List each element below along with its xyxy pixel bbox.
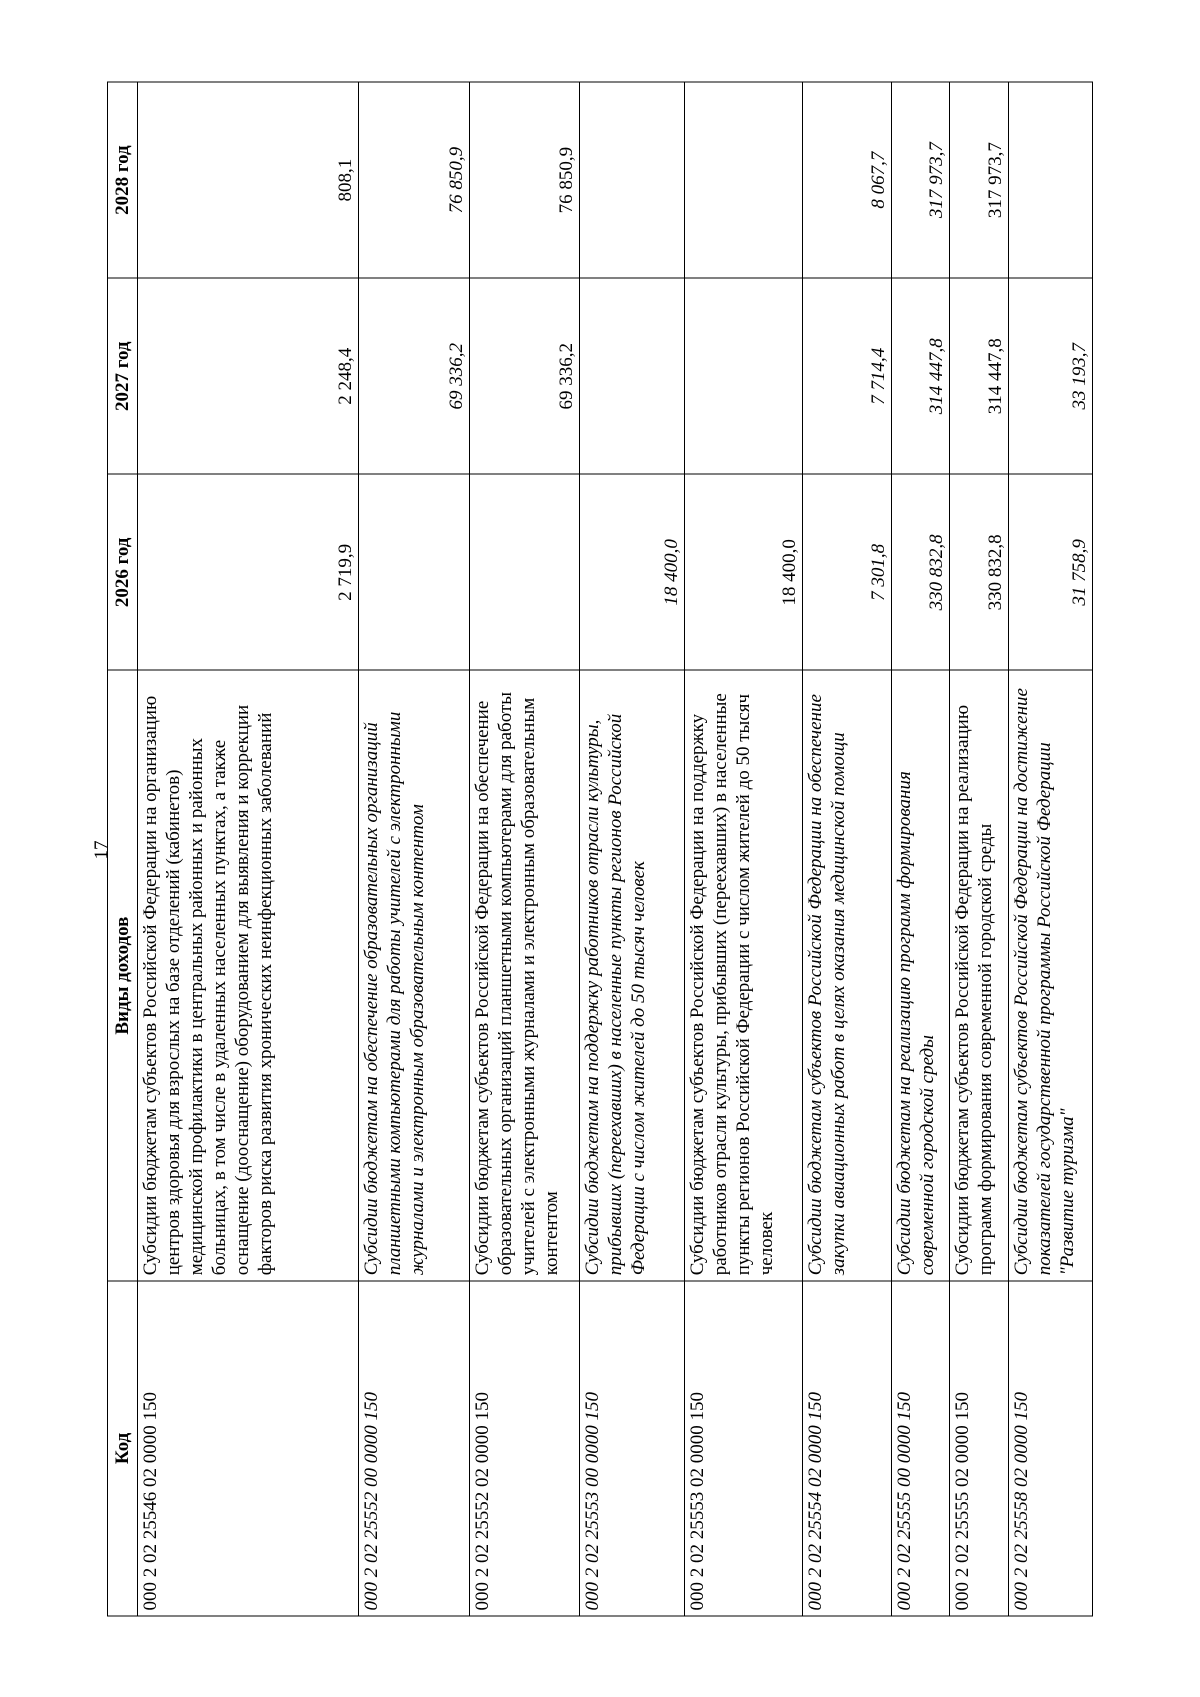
table-row: [138, 82, 359, 1616]
row-code: 000 2 02 25546 02 0000 150: [138, 1280, 359, 1615]
row-description: Субсидии бюджетам субъектов Российской Федерации на поддержку работников отрасли культуры, прибывших (переехавших) в населенные пункты регионов Российской Федерации с числом жителей до 50 тысяч человек: [685, 670, 803, 1280]
row-value-2026: 330 832,8: [950, 474, 1009, 670]
row-value-2026: 2 719,9: [138, 474, 359, 670]
row-description: Субсидии бюджетам субъектов Российской Федерации на обеспечение образовательных организаций планшетными компьютерами для работы учителей с электронными журналами и электронным образовательным контентом: [469, 670, 580, 1280]
row-description: Субсидии бюджетам на обеспечение образовательных организаций планшетными компьютерами для работы учителей с электронными журналами и электронным образовательным контентом: [359, 670, 470, 1280]
row-code: 000 2 02 25553 02 0000 150: [685, 1280, 803, 1615]
table-row: [469, 82, 580, 1616]
header-description: Виды доходов: [108, 670, 138, 1280]
row-value-2028: 808,1: [138, 82, 359, 278]
table-row: [891, 82, 950, 1616]
table-row: [359, 82, 470, 1616]
row-value-2027: 314 447,8: [950, 278, 1009, 474]
row-value-2028: [685, 82, 803, 278]
row-value-2027: [685, 278, 803, 474]
row-value-2027: 69 336,2: [359, 278, 470, 474]
row-value-2026: 330 832,8: [891, 474, 950, 670]
row-value-2028: 8 067,7: [803, 82, 891, 278]
row-value-2028: 317 973,7: [891, 82, 950, 278]
header-2026: 2026 год: [108, 474, 138, 670]
header-2027: 2027 год: [108, 278, 138, 474]
row-value-2026: 18 400,0: [580, 474, 685, 670]
row-value-2027: 314 447,8: [891, 278, 950, 474]
row-value-2028: 317 973,7: [950, 82, 1009, 278]
row-code: 000 2 02 25555 00 0000 150: [891, 1280, 950, 1615]
table-header-row: [108, 82, 138, 1616]
table-row: [1008, 82, 1092, 1616]
row-description: Субсидии бюджетам на реализацию программ формирования современной городской среды: [891, 670, 950, 1280]
row-value-2028: 76 850,9: [469, 82, 580, 278]
row-value-2028: 76 850,9: [359, 82, 470, 278]
row-value-2027: 69 336,2: [469, 278, 580, 474]
row-value-2028: [1008, 82, 1092, 278]
row-description: Субсидии бюджетам на поддержку работников отрасли культуры, прибывших (переехавших) в населенные пункты регионов Российской Федерации с числом жителей до 50 тысяч человек: [580, 670, 685, 1280]
table-row: [803, 82, 891, 1616]
row-value-2026: 7 301,8: [803, 474, 891, 670]
row-code: 000 2 02 25554 02 0000 150: [803, 1280, 891, 1615]
row-value-2027: 7 714,4: [803, 278, 891, 474]
row-value-2026: [359, 474, 470, 670]
row-value-2027: 2 248,4: [138, 278, 359, 474]
revenue-table: [107, 81, 1093, 1616]
row-value-2026: 31 758,9: [1008, 474, 1092, 670]
page-number: 17: [91, 840, 112, 860]
header-2028: 2028 год: [108, 82, 138, 278]
row-code: 000 2 02 25558 02 0000 150: [1008, 1280, 1092, 1615]
row-code: 000 2 02 25553 00 0000 150: [580, 1280, 685, 1615]
row-value-2027: 33 193,7: [1008, 278, 1092, 474]
row-code: 000 2 02 25555 02 0000 150: [950, 1280, 1009, 1615]
row-description: Субсидии бюджетам субъектов Российской Федерации на обеспечение закупки авиационных работ в целях оказания медицинской помощи: [803, 670, 891, 1280]
row-value-2026: 18 400,0: [685, 474, 803, 670]
row-description: Субсидии бюджетам субъектов Российской Федерации на реализацию программ формирования современной городской среды: [950, 670, 1009, 1280]
row-value-2026: [469, 474, 580, 670]
row-code: 000 2 02 25552 02 0000 150: [469, 1280, 580, 1615]
table-row: [580, 82, 685, 1616]
row-value-2028: [580, 82, 685, 278]
table-body: [138, 82, 1093, 1616]
page-content: [107, 81, 1093, 1616]
row-value-2027: [580, 278, 685, 474]
row-code: 000 2 02 25552 00 0000 150: [359, 1280, 470, 1615]
table-row: [685, 82, 803, 1616]
row-description: Субсидии бюджетам субъектов Российской Федерации на организацию центров здоровья для взрослых на базе отделений (кабинетов) медицинской профилактики в центральных районных и районных больницах, в том числе в удаленных населенных пунктах, а также оснащение (дооснащение) оборудованием для выявления и коррекции факторов риска развития хронических неинфекционных заболеваний: [138, 670, 359, 1280]
table-row: [950, 82, 1009, 1616]
row-description: Субсидии бюджетам субъектов Российской Федерации на достижение показателей государственной программы Российской Федерации "Развитие туризма": [1008, 670, 1092, 1280]
header-code: Код: [108, 1280, 138, 1615]
